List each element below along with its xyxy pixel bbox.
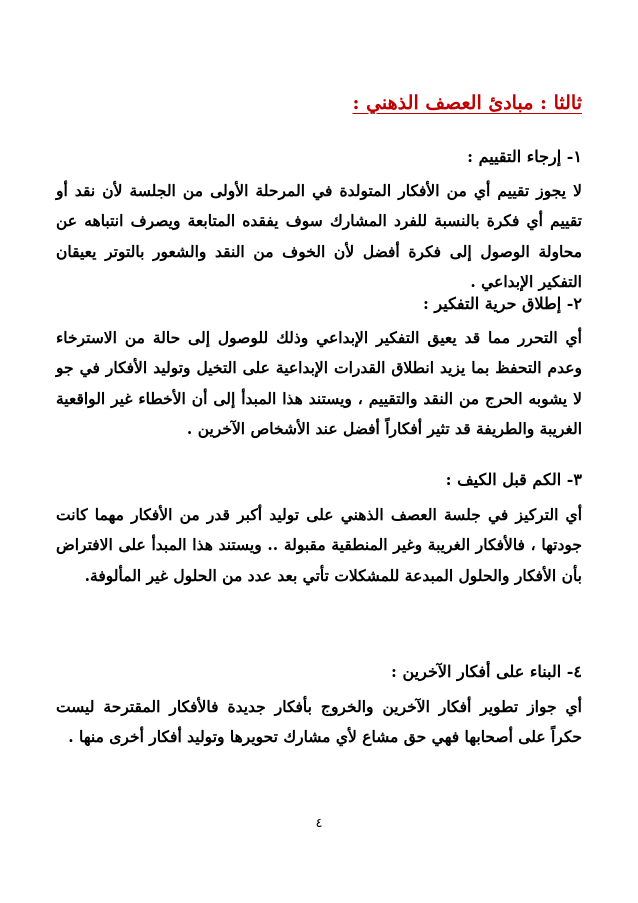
section-3-body: أي التركيز في جلسة العصف الذهني على توليد أكبر قدر من الأفكار مهما كانت جودتها ، فالأفكار الغريبة وغير المنطقية مقبولة .. ويستند هذا المبدأ على الافتراض بأن الأفكار والحلول المبدعة للمشكلات تأتي بعد عدد من الحلول غير المألوفة.	[56, 505, 582, 585]
section-2-heading: ٢- إطلاق حرية التفكير :	[422, 294, 582, 313]
section-2-body: أي التحرر مما قد يعيق التفكير الإبداعي وذلك للوصول إلى حالة من الاسترخاء وعدم التحفظ بما يزيد انطلاق القدرات الإبداعية على التخيل وتوليد الأفكار في جو لا يشوبه الحرج من النقد والتقييم ، ويستند هذا المبدأ إلى أن الأخطاء غير الواقعية الغريبة والطريفة قد تثير أفكاراً أفضل عند الأشخاص الآخرين .	[56, 328, 582, 439]
section-1-body: لا يجوز تقييم أي من الأفكار المتولدة في المرحلة الأولى من الجلسة لأن نقد أو تقييم أي فكرة بالنسبة للفرد المشارك سوف يفقده المتابعة ويصرف انتباهه عن محاولة الوصول إلى فكرة أفضل لأن الخوف من النقد والشعور بالتوتر يعيقان التفكير الإبداعي .	[56, 181, 582, 292]
section-4-body: أي جواز تطوير أفكار الآخرين والخروج بأفكار جديدة فالأفكار المقترحة ليست حكراً على أصحابها فهي حق مشاع لأي مشارك تحويرها وتوليد أفكار أخرى منها .	[56, 697, 582, 747]
section-1-heading: ١- إرجاء التقييم :	[467, 147, 582, 166]
page-number: ٤	[315, 816, 323, 831]
section-3-heading: ٣- الكم قبل الكيف :	[445, 470, 582, 489]
section-4-heading: ٤- البناء على أفكار الآخرين :	[391, 662, 582, 681]
page-title: ثالثا : مبادئ العصف الذهني :	[352, 92, 582, 114]
